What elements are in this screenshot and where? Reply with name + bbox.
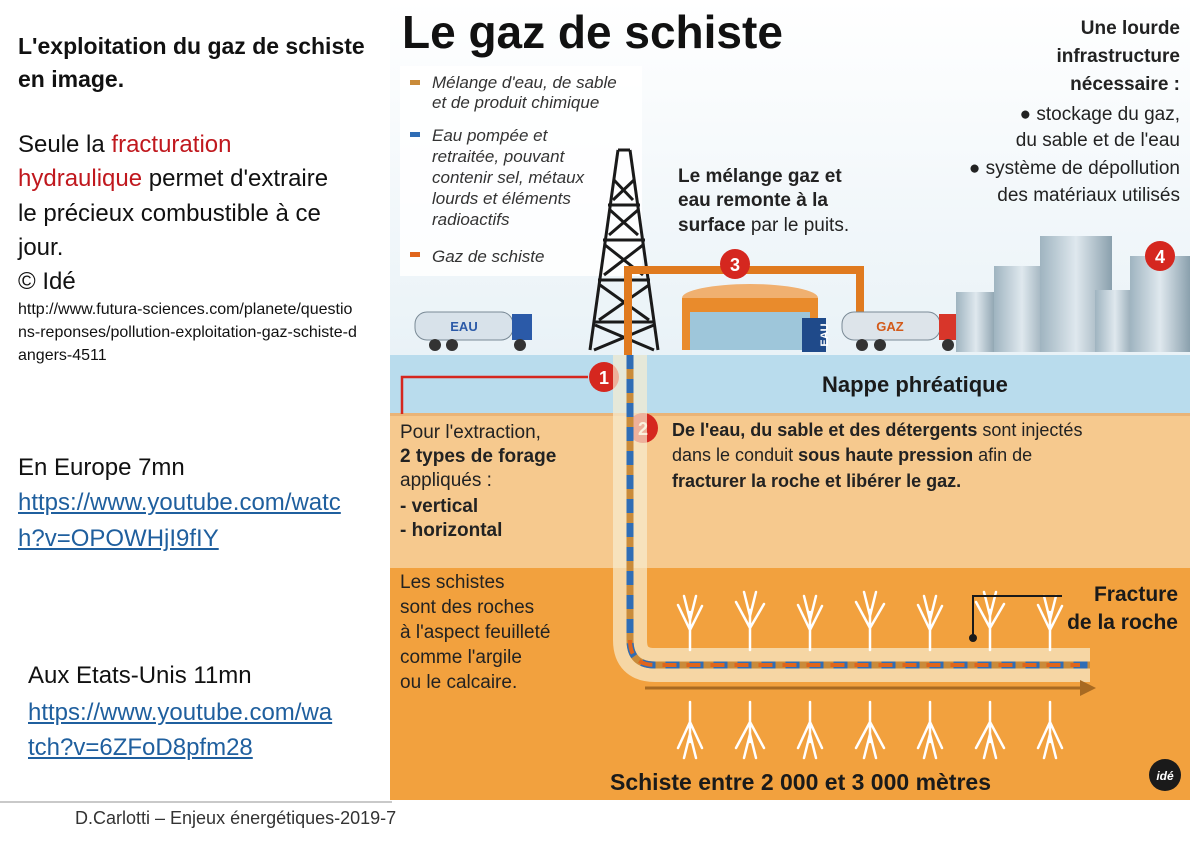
legend-gas: Gaz de schiste [432, 247, 545, 266]
step3-line-2: eau remonte à la [678, 190, 828, 211]
step3-note [678, 166, 849, 236]
truck-gas-label: GAZ [876, 319, 904, 334]
water-table-layer [390, 355, 1190, 413]
us-video-link[interactable]: https://www.youtube.com/watch?v=6ZFoD8pfm28 [28, 699, 333, 761]
infra-item-4: des matériaux utilisés [997, 185, 1180, 206]
fracture-label-1: Fracture [1093, 583, 1178, 606]
europe-label: En Europe 7mn [18, 454, 185, 481]
legend-water-2: retraitée, pouvant [432, 147, 565, 166]
schist-line-4: comme l'argile [400, 647, 522, 668]
footer-divider [0, 801, 392, 803]
marker-3-label: 3 [729, 255, 741, 275]
slide-title [18, 30, 385, 97]
schist-line-2: sont des roches [400, 597, 535, 618]
eau-tank-label: EAU [819, 323, 831, 347]
ide-logo-text: idé [1156, 769, 1174, 783]
legend-swatch-mix [410, 80, 420, 85]
step2-line-2: dans le conduit sous haute pression afin de [672, 445, 1033, 465]
text-panel [0, 0, 385, 842]
infra-item-2: du sable et de l'eau [1015, 130, 1180, 151]
source-url[interactable]: http://www.futura-sciences.com/planete/questions-reponses/pollution-exploitation-gaz-schiste-dangers-4511 [18, 301, 357, 365]
marker-4-label: 4 [1154, 247, 1166, 267]
slide-footer: D.Carlotti – Enjeux énergétiques-2019-7 [75, 808, 397, 828]
legend-water-1: Eau pompée et [432, 126, 548, 145]
slide-title-text: L'exploitation du gaz de schiste en image. [18, 33, 365, 93]
legend-water-4: lourds et éléments [432, 189, 571, 208]
water-tank [690, 312, 810, 350]
intro-text-end: permet d'extraire le précieux combustible à ce jour. [18, 165, 329, 261]
legend-swatch-gas [410, 252, 420, 257]
truck-water-cab [512, 314, 532, 340]
legend-water-5: radioactifs [432, 210, 510, 229]
infographic [390, 0, 1190, 800]
layer-line [390, 413, 1190, 416]
infra-item-3: ● système de dépollution [968, 158, 1180, 179]
depth-label: Schiste entre 2 000 et 3 000 mètres [610, 769, 992, 795]
legend-swatch-water [410, 132, 420, 137]
extraction-line-1: Pour l'extraction, [400, 422, 541, 443]
intro-paragraph [18, 128, 348, 300]
nappe-label: Nappe phréatique [822, 372, 1008, 397]
extraction-line-3: appliqués : [400, 470, 492, 491]
extraction-horizontal: - horizontal [400, 520, 503, 541]
infra-item-1: ● stockage du gaz, [1019, 104, 1180, 125]
legend-mix-1: Mélange d'eau, de sable [432, 73, 617, 92]
infographic-title: Le gaz de schiste [402, 6, 783, 58]
step3-line-1: Le mélange gaz et [678, 166, 842, 187]
extraction-line-2: 2 types de forage [400, 446, 557, 467]
fracture-dot [969, 634, 977, 642]
europe-video-link[interactable]: https://www.youtube.com/watch?v=OPOWHjI9fIY [18, 489, 341, 552]
fracture-label-2: de la roche [1067, 611, 1178, 634]
step2-line-3: fracturer la roche et libérer le gaz. [672, 471, 962, 491]
schist-line-1: Les schistes [400, 572, 505, 593]
schist-line-3: à l'aspect feuilleté [400, 622, 551, 643]
step2-line-1: De l'eau, du sable et des détergents sont injectés [672, 420, 1083, 440]
legend-mix-2: et de produit chimique [432, 93, 600, 112]
truck-water-label: EAU [450, 319, 478, 334]
intro-text-start: Seule la [18, 131, 112, 158]
extraction-vertical: - vertical [400, 496, 479, 517]
legend-water-3: contenir sel, métaux [432, 168, 585, 187]
schist-line-5: ou le calcaire. [400, 672, 518, 693]
intro-highlight: fracturation hydraulique [18, 131, 232, 193]
marker-2-label: 2 [637, 419, 649, 439]
infra-heading-3: nécessaire : [1070, 74, 1180, 95]
step3-line-3: surface par le puits. [678, 215, 850, 236]
infra-heading-1: Une lourde [1080, 18, 1180, 39]
us-label: Aux Etats-Unis 11mn [28, 662, 252, 689]
marker-1-label: 1 [598, 368, 610, 388]
infra-heading-2: infrastructure [1056, 46, 1180, 67]
credit: © Idé [18, 268, 76, 296]
